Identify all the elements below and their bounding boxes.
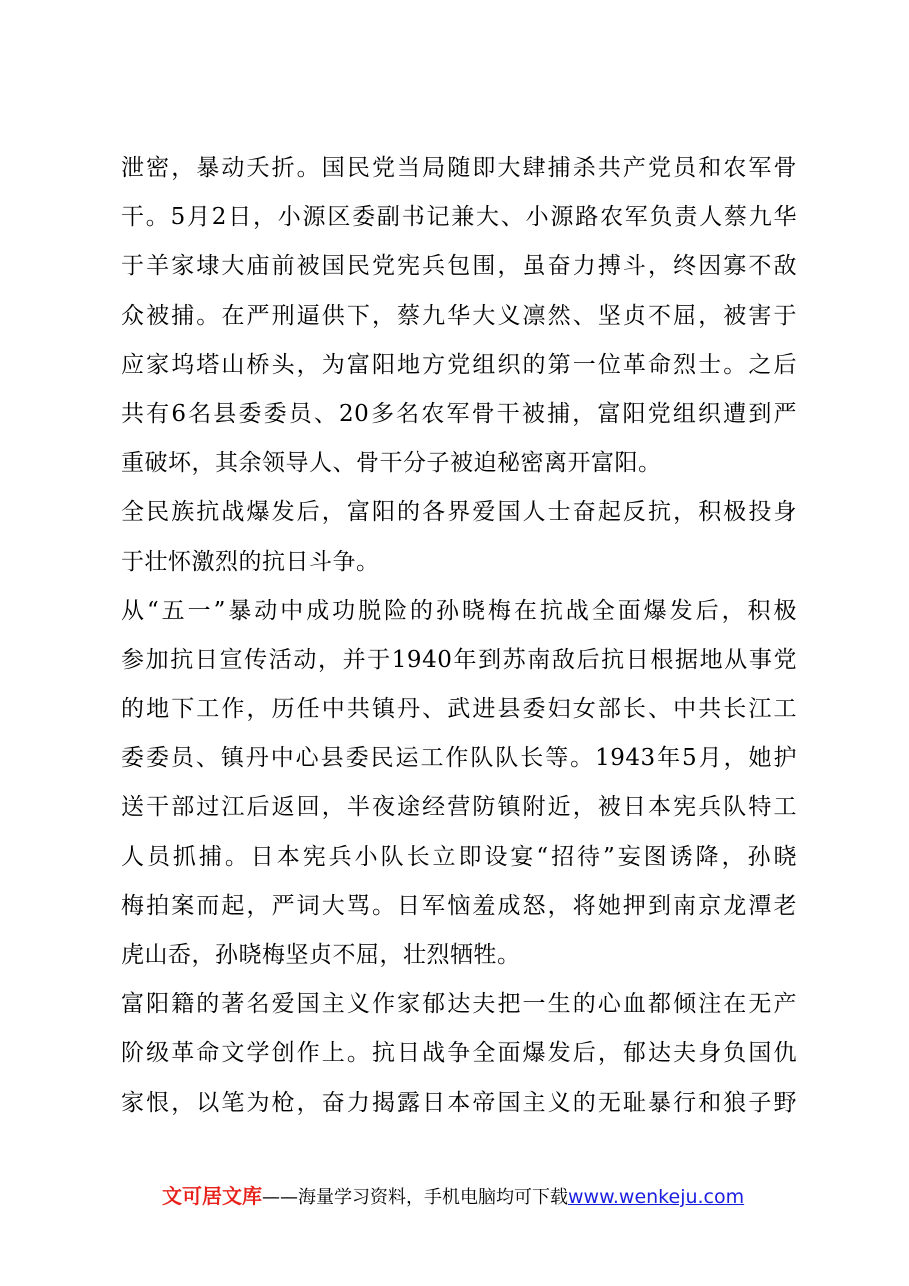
paragraph [121,488,797,586]
text-line: 重破坏，其余领导人、骨干分子被迫秘密离开富阳。 [121,450,662,477]
text-line: 阶级革命文学创作上。抗日战争全面爆发后，郁达夫身负国仇 [121,1040,797,1067]
page-footer [162,1181,744,1211]
text-line: 富阳籍的著名爱国主义作家郁达夫把一生的心血都倾注在无产 [121,991,797,1018]
text-line: 家恨，以笔为枪，奋力揭露日本帝国主义的无耻暴行和狼子野 [121,1089,797,1116]
text-line: 泄密，暴动夭折。国民党当局随即大肆捕杀共产党员和农军骨 [121,155,797,181]
text-line: 人员抓捕。日本宪兵小队长立即设宴“招待”妄图诱降，孙晓 [121,843,797,870]
footer-brand: 文可居文库 [162,1184,262,1208]
document-body [121,144,797,1128]
text-line: 委委员、镇丹中心县委民运工作队队长等。1943年5月，她护 [121,745,797,772]
text-line: 应家坞塔山桥头，为富阳地方党组织的第一位革命烈士。之后 [121,351,797,378]
footer-tagline: ——海量学习资料，手机电脑均可下载 [262,1187,568,1208]
text-line: 众被捕。在严刑逼供下，蔡九华大义凛然、坚贞不屈，被害于 [121,302,797,329]
text-line: 共有6名县委委员、20多名农军骨干被捕，富阳党组织遭到严 [121,400,797,427]
text-line: 全民族抗战爆发后，富阳的各界爱国人士奋起反抗，积极投身 [121,499,797,526]
text-line: 于羊家埭大庙前被国民党宪兵包围，虽奋力搏斗，终因寡不敌 [121,253,797,280]
text-line: 虎山岙，孙晓梅坚贞不屈，壮烈牺牲。 [121,942,521,968]
text-line: 干。5月2日，小源区委副书记兼大、小源路农军负责人蔡九华 [121,204,797,231]
text-line: 梅拍案而起，严词大骂。日军恼羞成怒，将她押到南京龙潭老 [121,892,797,919]
paragraph [121,587,797,981]
text-line: 送干部过江后返回，半夜途经营防镇附近，被日本宪兵队特工 [121,794,797,821]
paragraph [121,144,797,488]
paragraph [121,980,797,1128]
text-line: 于壮怀激烈的抗日斗争。 [121,548,380,575]
text-line: 的地下工作，历任中共镇丹、武进县委妇女部长、中共长江工 [121,696,797,723]
text-line: 参加抗日宣传活动，并于1940年到苏南敌后抗日根据地从事党 [121,646,797,673]
footer-link[interactable]: www.wenkeju.com [568,1186,745,1208]
text-line: 从“五一”暴动中成功脱险的孙晓梅在抗战全面爆发后，积极 [121,597,797,624]
